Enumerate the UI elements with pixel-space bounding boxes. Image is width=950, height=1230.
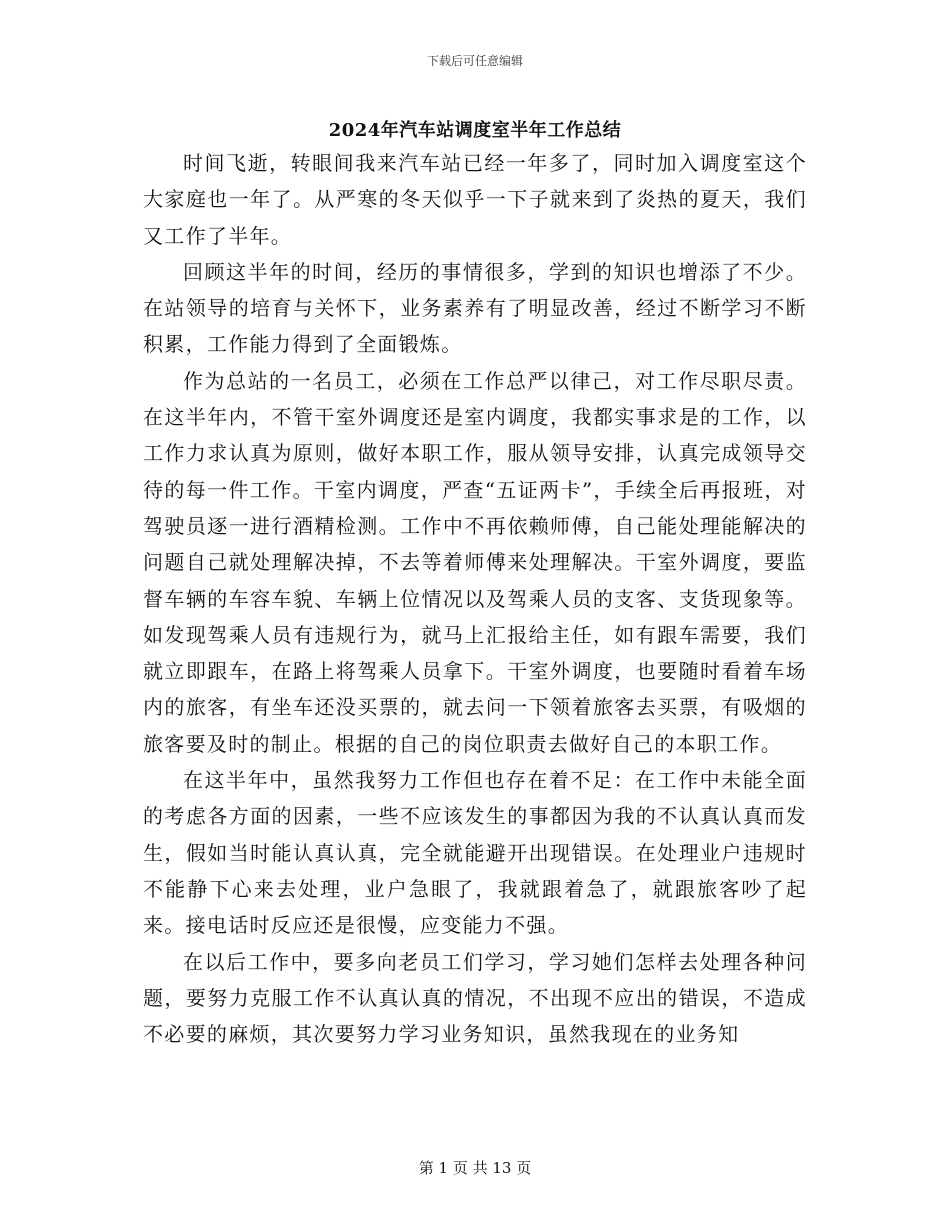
paragraph-2: 回顾这半年的时间，经历的事情很多，学到的知识也增添了不少。在站领导的培育与关怀下，业务素养有了明显改善，经过不断学习不断积累，工作能力得到了全面锻炼。: [143, 259, 807, 357]
page-footer: 第 1 页 共 13 页: [418, 1159, 532, 1177]
paragraph-4: 在这半年中，虽然我努力工作但也存在着不足：在工作中未能全面的考虑各方面的因素，一些不应该发生的事都因为我的不认真认真而发生，假如当时能认真认真，完全就能避开出现错误。在处理业户违规时不能静下心来去处理，业户急眼了，我就跟着急了，就跟旅客吵了起来。接电话时反应还是很慢，应变能力不强。: [143, 768, 807, 938]
paragraph-5: 在以后工作中，要多向老员工们学习，学习她们怎样去处理各种问题，要努力克服工作不认真认真的情况，不出现不应出的错误，不造成不必要的麻烦，其次要努力学习业务知识，虽然我现在的业务知: [143, 949, 807, 1047]
page-header: 下载后可任意编辑: [426, 54, 523, 68]
document-title: 2024年汽车站调度室半年工作总结: [328, 120, 622, 141]
document-body: [143, 145, 807, 1052]
paragraph-3: 作为总站的一名员工，必须在工作总严以律己，对工作尽职尽责。在这半年内，不管干室外调度还是室内调度，我都实事求是的工作，以工作力求认真为原则，做好本职工作，服从领导安排，认真完成领导交待的每一件工作。干室内调度，严查“五证两卡”，手续全后再报班，对驾驶员逐一进行酒精检测。工作中不再依赖师傅，自己能处理能解决的问题自己就处理解决掉，不去等着师傅来处理解决。干室外调度，要监督车辆的车容车貌、车辆上位情况以及驾乘人员的支客、支货现象等。如发现驾乘人员有违规行为，就马上汇报给主任，如有跟车需要，我们就立即跟车，在路上将驾乘人员拿下。干室外调度，也要随时看着车场内的旅客，有坐车还没买票的，就去问一下领着旅客去买票，有吸烟的旅客要及时的制止。根据的自己的岗位职责去做好自己的本职工作。: [143, 368, 807, 756]
paragraph-1: 时间飞逝，转眼间我来汽车站已经一年多了，同时加入调度室这个大家庭也一年了。从严寒的冬天似乎一下子就来到了炎热的夏天，我们又工作了半年。: [143, 151, 807, 248]
